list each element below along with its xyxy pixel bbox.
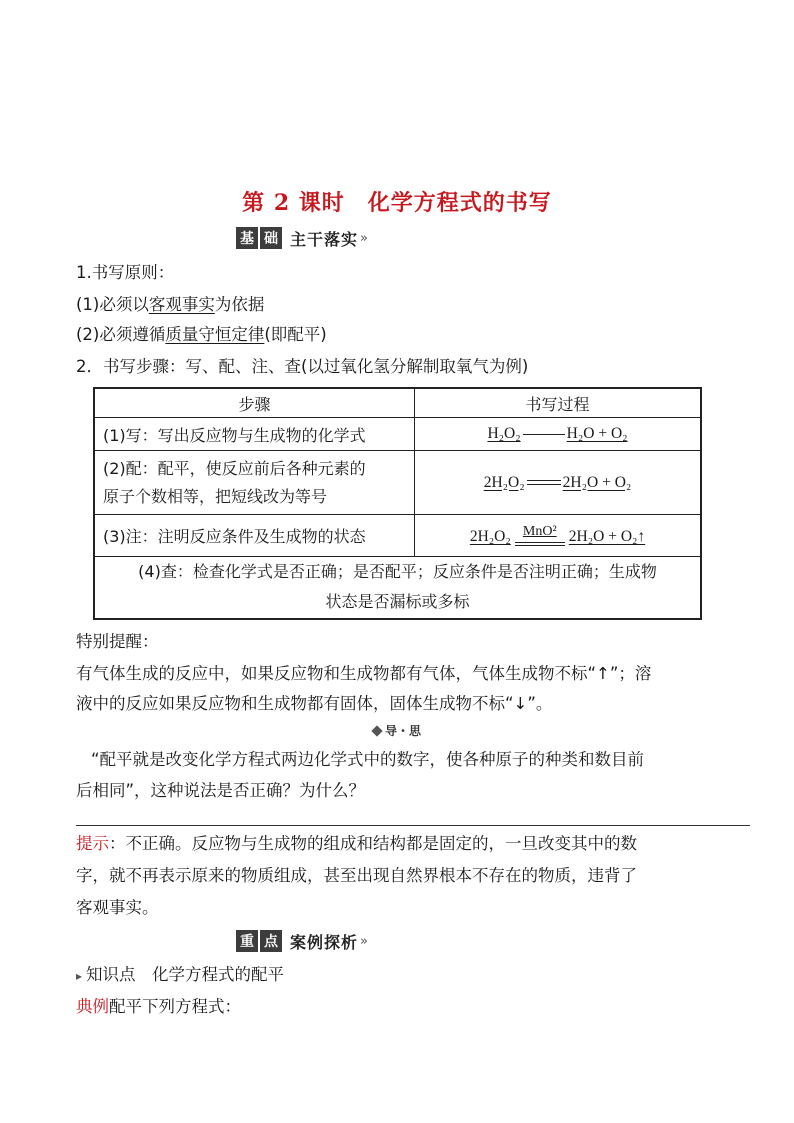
guide-marker xyxy=(0,722,794,739)
tag-char: 础 xyxy=(260,227,282,249)
equation-cell xyxy=(415,451,702,515)
step-cell: (1)写：写出反应物与生成物的化学式 xyxy=(94,418,415,451)
equation-2 xyxy=(484,474,632,492)
text: ：不正确。反应物与生成物的组成和结构都是固定的，一旦改变其中的数 xyxy=(109,834,637,853)
principle-item-1 xyxy=(76,293,264,317)
text: (2)配：配平，使反应前后各种元素的 xyxy=(103,458,366,478)
underlined-blank: 质量守恒定律 xyxy=(165,325,265,344)
text: 为依据 xyxy=(214,295,265,314)
reminder-line: 液中的反应如果反应物和生成物都有固体，固体生成物不标“↓”。 xyxy=(76,694,553,713)
text: (2)必须遵循 xyxy=(76,325,166,344)
diamond-icon xyxy=(371,725,382,736)
table-row xyxy=(94,451,701,515)
formula: H₂O + O₂ xyxy=(566,425,628,442)
principles-heading: 1.书写原则： xyxy=(76,263,175,282)
section-banner-key xyxy=(236,929,368,953)
hint-line: 字，就不再表示原来的物质组成，甚至出现自然界根本不存在的物质，违背了 xyxy=(76,866,637,885)
tag-char: 点 xyxy=(260,930,282,952)
equation-cell xyxy=(415,515,702,557)
table-row xyxy=(94,515,701,557)
divider xyxy=(76,825,750,826)
equation-cell xyxy=(415,418,702,451)
steps-heading: 2．书写步骤：写、配、注、查(以过氧化氢分解制取氧气为例) xyxy=(76,357,529,376)
formula: 2H₂O₂ xyxy=(483,473,525,491)
table-row xyxy=(94,557,701,619)
double-chevron-icon: » xyxy=(360,933,368,949)
text: 原子个数相等，把短线改为等号 xyxy=(103,486,328,506)
reminder-heading: 特别提醒： xyxy=(76,632,159,651)
section-title: 案例探析 xyxy=(290,932,359,952)
hint-line xyxy=(76,832,637,856)
text: 配平下列方程式： xyxy=(109,997,241,1016)
hint-line: 客观事实。 xyxy=(76,898,159,917)
example-line xyxy=(76,995,241,1019)
step-cell: (3)注：注明反应条件及生成物的状态 xyxy=(94,515,415,557)
text: (4)查：检查化学式是否正确；是否配平；反应条件是否注明正确；生成物 xyxy=(138,562,657,582)
table-row xyxy=(94,418,701,451)
text: (1)必须以 xyxy=(76,295,149,314)
section-tag xyxy=(236,930,284,952)
formula: H₂O₂ xyxy=(487,425,521,442)
check-cell xyxy=(94,557,701,619)
equation-3 xyxy=(470,528,511,546)
tag-char: 重 xyxy=(236,930,258,952)
equals-sign xyxy=(515,542,565,546)
principle-item-2 xyxy=(76,323,327,347)
section-tag xyxy=(236,227,284,249)
steps-table xyxy=(93,387,702,620)
example-label: 典例 xyxy=(76,997,109,1016)
table-header-row xyxy=(94,388,701,418)
catalyst: MnO² xyxy=(522,524,557,539)
text: (即配平) xyxy=(264,325,327,344)
short-dash xyxy=(523,434,565,435)
text: 状态是否漏标或多标 xyxy=(325,592,470,612)
section-banner-basics xyxy=(236,226,368,250)
hint-label: 提示 xyxy=(76,834,109,853)
underlined-blank: 客观事实 xyxy=(148,295,215,314)
formula: 2H₂O + O₂↑ xyxy=(568,528,646,545)
text: 知识点 化学方程式的配平 xyxy=(86,965,285,984)
page-title: 第 2 课时 化学方程式的书写 xyxy=(242,190,552,216)
tag-char: 基 xyxy=(236,227,258,249)
step-cell xyxy=(94,451,415,515)
section-title: 主干落实 xyxy=(290,229,359,249)
knowledge-point xyxy=(76,963,284,988)
equation-3-right xyxy=(569,528,645,546)
formula: 2H₂O₂ xyxy=(469,528,511,545)
triangle-marker-icon: ▸ xyxy=(76,969,83,983)
reaction-condition xyxy=(515,525,565,546)
formula: 2H₂O + O₂ xyxy=(562,473,632,491)
double-chevron-icon: » xyxy=(360,230,368,246)
equation-1 xyxy=(487,425,627,443)
reminder-line: 有气体生成的反应中，如果反应物和生成物都有气体，气体生成物不标“↑”；溶 xyxy=(76,664,652,683)
equals-sign xyxy=(527,480,561,485)
column-header: 步骤 xyxy=(94,388,415,418)
column-header: 书写过程 xyxy=(415,388,702,418)
question-line: “配平就是改变化学方程式两边化学式中的数字，使各种原子的种类和数目前 xyxy=(91,750,645,769)
question-line: 后相同”，这种说法是否正确？为什么？ xyxy=(76,781,366,800)
guide-label: 导・思 xyxy=(384,724,421,738)
